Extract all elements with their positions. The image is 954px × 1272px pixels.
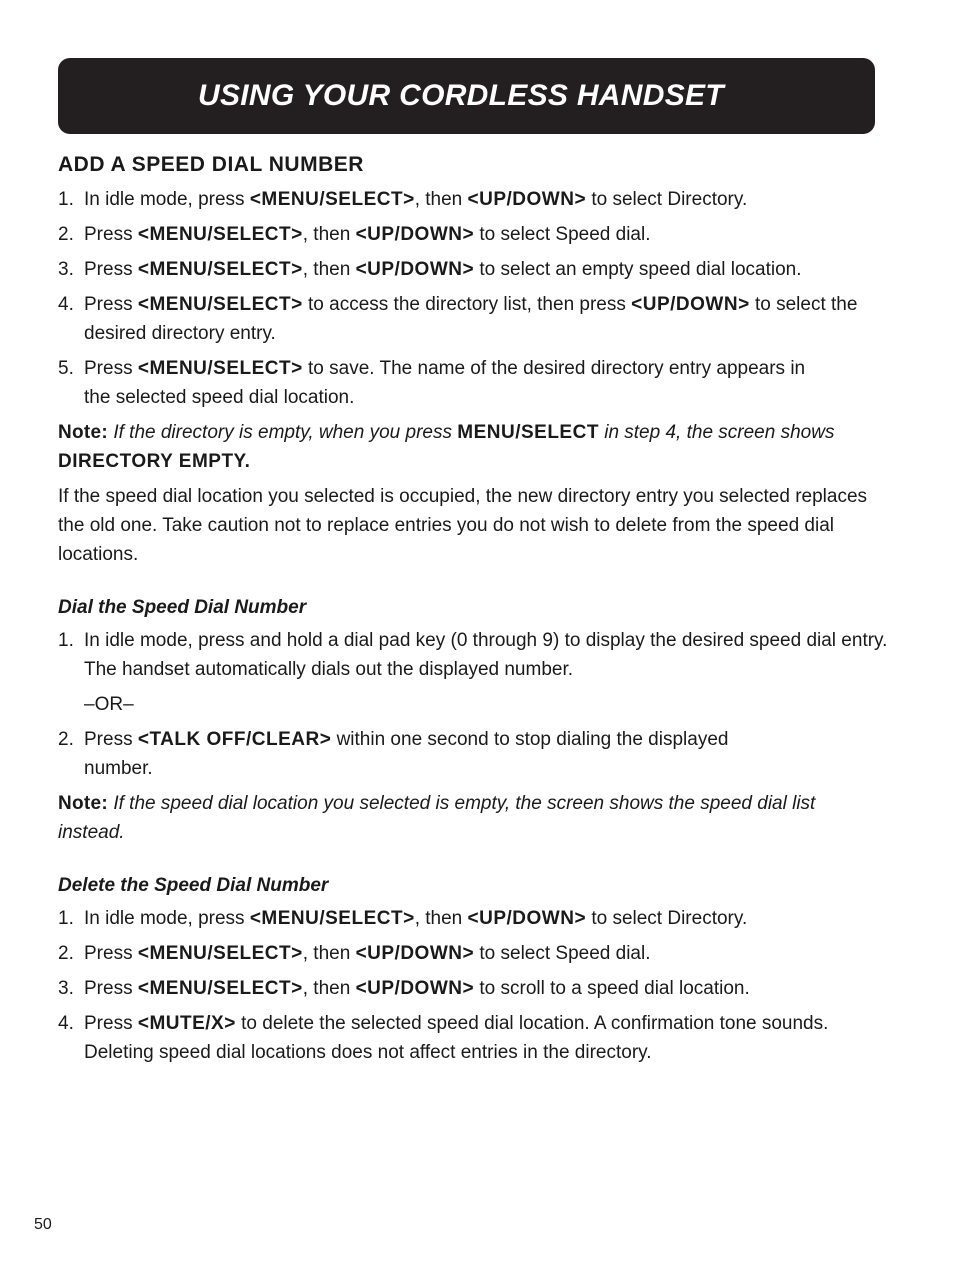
dial-speed-dial-steps — [58, 626, 888, 684]
or-separator: –OR– — [84, 694, 134, 715]
key-label: <UP/DOWN> — [355, 943, 475, 964]
key-label: <MENU/SELECT> — [137, 224, 303, 245]
key-label: <MUTE/X> — [137, 1013, 236, 1034]
key-label: <UP/DOWN> — [631, 294, 750, 315]
step-number: 3. — [58, 259, 74, 280]
list-item — [58, 904, 888, 933]
key-label: <MENU/SELECT> — [137, 259, 303, 280]
step-text: Press <TALK OFF/CLEAR> within one second to stop dialing the displayed number. — [84, 729, 729, 779]
list-item — [58, 626, 888, 684]
step-number: 1. — [58, 908, 74, 929]
step-number: 2. — [58, 729, 74, 750]
list-item — [58, 939, 888, 968]
key-label: <MENU/SELECT> — [249, 189, 415, 210]
step-number: 1. — [58, 189, 74, 210]
step-number: 4. — [58, 294, 74, 315]
key-label: <TALK OFF/CLEAR> — [137, 729, 332, 750]
key-label: <MENU/SELECT> — [137, 978, 303, 999]
key-label: <MENU/SELECT> — [137, 943, 303, 964]
list-item — [58, 725, 888, 783]
step-text: Press <MENU/SELECT> to access the directory list, then press <UP/DOWN> to select the desired directory entry. — [84, 294, 858, 344]
step-text: Press <MENU/SELECT>, then <UP/DOWN> to select Speed dial. — [84, 943, 651, 964]
step-text: In idle mode, press <MENU/SELECT>, then <UP/DOWN> to select Directory. — [84, 908, 748, 929]
note: Note: If the speed dial location you selected is empty, the screen shows the speed dial list instead. — [58, 793, 816, 843]
page-content — [58, 150, 888, 1073]
step-text: Press <MENU/SELECT> to save. The name of the desired directory entry appears in the selected speed dial location. — [84, 358, 806, 408]
note-label: Note: — [58, 422, 109, 443]
paragraph: If the speed dial location you selected is occupied, the new directory entry you selected replaces the old one. Take caution not to replace entries you do not wish to delete from the speed dial locations. — [58, 486, 868, 565]
page-title: USING YOUR CORDLESS HANDSET — [198, 79, 724, 112]
list-item — [58, 220, 888, 249]
subsection-heading: Delete the Speed Dial Number — [58, 875, 329, 896]
key-label: <MENU/SELECT> — [137, 294, 303, 315]
list-item — [58, 354, 888, 412]
step-text: Press <MENU/SELECT>, then <UP/DOWN> to scroll to a speed dial location. — [84, 978, 750, 999]
key-label: <UP/DOWN> — [355, 978, 475, 999]
step-number: 1. — [58, 630, 74, 651]
list-item — [58, 255, 888, 284]
note-label: Note: — [58, 793, 109, 814]
list-item — [58, 1009, 888, 1067]
subsection-heading: Dial the Speed Dial Number — [58, 597, 307, 618]
step-text: Press <MENU/SELECT>, then <UP/DOWN> to select an empty speed dial location. — [84, 259, 802, 280]
screen-message: DIRECTORY EMPTY. — [58, 451, 251, 472]
key-label: <MENU/SELECT> — [249, 908, 415, 929]
key-label: <MENU/SELECT> — [137, 358, 303, 379]
step-text: Press <MUTE/X> to delete the selected speed dial location. A confirmation tone sounds. Deleting speed dial locations does not affect entries in the directory. — [84, 1013, 829, 1063]
list-item — [58, 290, 888, 348]
key-label: <UP/DOWN> — [355, 259, 475, 280]
step-text: In idle mode, press and hold a dial pad key (0 through 9) to display the desired speed dial entry. The handset automatically dials out the displayed number. — [84, 630, 888, 680]
section-banner — [58, 58, 875, 134]
key-label: MENU/SELECT — [457, 422, 599, 443]
dial-speed-dial-steps-continued — [58, 725, 888, 783]
step-number: 4. — [58, 1013, 74, 1034]
list-item — [58, 974, 888, 1003]
key-label: <UP/DOWN> — [355, 224, 475, 245]
step-number: 5. — [58, 358, 74, 379]
delete-speed-dial-steps — [58, 904, 888, 1067]
step-number: 2. — [58, 943, 74, 964]
step-text: Press <MENU/SELECT>, then <UP/DOWN> to select Speed dial. — [84, 224, 651, 245]
add-speed-dial-steps — [58, 185, 888, 412]
key-label: <UP/DOWN> — [467, 189, 587, 210]
list-item — [58, 185, 888, 214]
page-number: 50 — [34, 1216, 52, 1233]
step-number: 2. — [58, 224, 74, 245]
section-heading: ADD A SPEED DIAL NUMBER — [58, 153, 364, 176]
key-label: <UP/DOWN> — [467, 908, 587, 929]
step-number: 3. — [58, 978, 74, 999]
note: Note: If the directory is empty, when you press MENU/SELECT in step 4, the screen shows DIRECTORY EMPTY. — [58, 422, 835, 472]
step-text: In idle mode, press <MENU/SELECT>, then <UP/DOWN> to select Directory. — [84, 189, 748, 210]
